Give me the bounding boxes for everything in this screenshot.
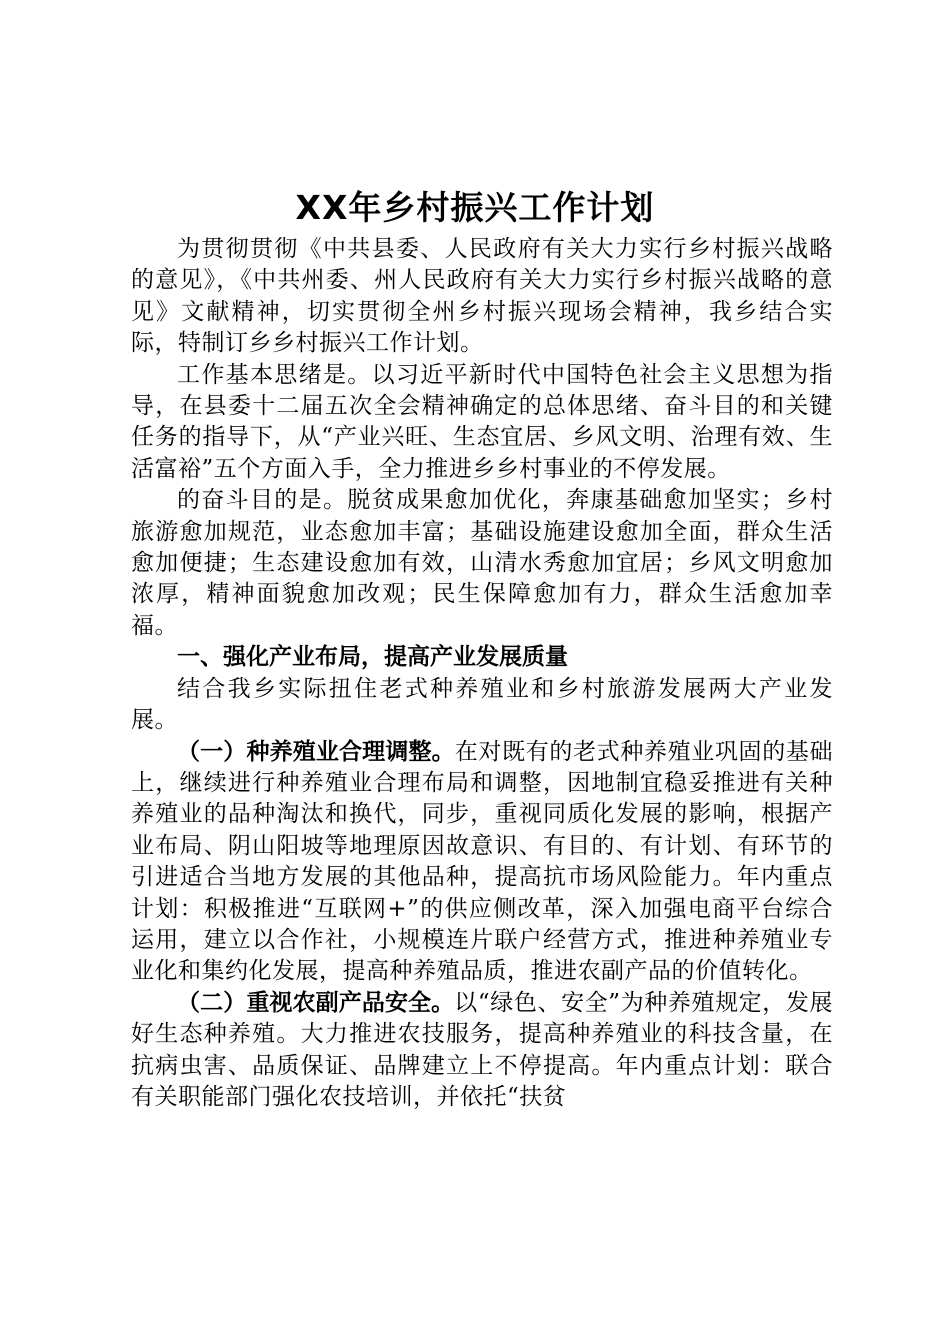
paragraph-intro [131,234,833,360]
paragraph-text: 在对既有的老式种养殖业巩固的基础上，继续进行种养殖业合理布局和调整，因地制宜稳妥推进有关种养殖业的品种淘汰和换代，同步，重视同质化发展的影响，根据产业布局、阴山阳坡等地理原因故意识、有目的、有计划、有环节的引进适合当地方发展的其他品种，提高抗市场风险能力。年内重点计划：积极推进“互联网+”的供应侧改革，深入加强电商平台综合运用，建立以合作社，小规模连片联户经营方式，推进种养殖业专业化和集约化发展，提高种养殖品质，推进农副产品的价值转化。 [131,738,834,985]
paragraph-subsection-2 [131,988,833,1114]
paragraph-goals [131,485,833,642]
subsection-heading: （二）重视农副产品安全。 [177,989,455,1016]
subsection-heading: （一）种养殖业合理调整。 [177,738,455,765]
paragraph-section-intro [131,674,833,737]
paragraph-subsection-1 [131,737,833,988]
paragraph-text: 以“绿色、安全”为种养殖规定，发展好生态种养殖。大力推进农技服务，提高种养殖业的科技含量，在抗病虫害、品质保证、品牌建立上不停提高。年内重点计划：联合有关职能部门强化农技培训，并依托“扶贫 [131,989,833,1110]
paragraph-text: 的奋斗目的是。脱贫成果愈加优化，奔康基础愈加坚实；乡村旅游愈加规范，业态愈加丰富；基础设施建设愈加全面，群众生活愈加便捷；生态建设愈加有效，山清水秀愈加宜居；乡风文明愈加浓厚，精神面貌愈加改观；民生保障愈加有力，群众生活愈加幸福。 [131,487,833,639]
section-heading [131,642,833,673]
document-title: XX年乡村振兴工作计划 [295,188,655,227]
paragraph-text: 结合我乡实际扭住老式种养殖业和乡村旅游发展两大产业发展。 [131,675,833,734]
document-body [131,234,833,1113]
paragraph-basic-thinking [131,360,833,486]
section-heading-text: 一、强化产业布局，提高产业发展质量 [177,644,568,671]
paragraph-text: 工作基本思绪是。以习近平新时代中国特色社会主义思想为指导，在县委十二届五次全会精神确定的总体思绪、奋斗目的和关键任务的指导下，从“产业兴旺、生态宜居、乡风文明、治理有效、生活富裕”五个方面入手，全力推进乡乡村事业的不停发展。 [131,361,833,482]
paragraph-text: 为贯彻贯彻《中共县委、人民政府有关大力实行乡村振兴战略的意见》，《中共州委、州人民政府有关大力实行乡村振兴战略的意见》文献精神，切实贯彻全州乡村振兴现场会精神，我乡结合实际，特制订乡乡村振兴工作计划。 [131,236,833,357]
